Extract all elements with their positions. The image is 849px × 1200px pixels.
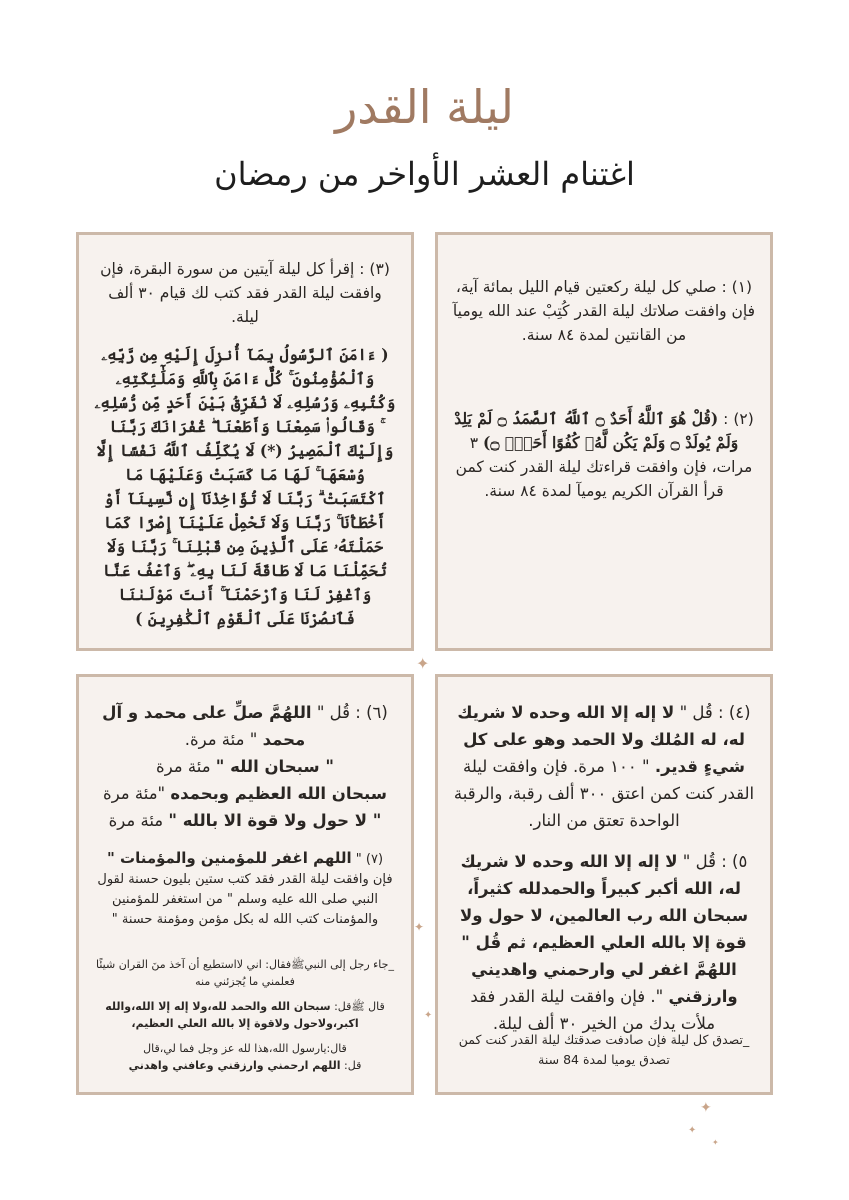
hadith-line-1: _جاء رجل إلى النبيﷺفقال: اني لااستطيع أن آخذ منَ القران شيئًا فعلمني ما يُجزئني منه [96,958,394,988]
card-item-6-7 [76,674,414,1095]
hadith-4-bold: اللهم ارحمني وارزقني وعافني واهدني [128,1059,341,1072]
item-4-bold: لا إله إلا الله وحده لا شريك له، له المُلك ولا الحمد وهو على كل شيءٍ قدير. [457,703,745,776]
charity-note: _تصدق كل ليلة فإن صادفت صدقتك ليلة القدر كنت كمن تصدق يوميا لمدة 84 سنة [458,1032,750,1067]
item-4-text [452,699,756,834]
card-item-1-2 [435,232,773,651]
sparkle-icon: ✦ [688,1125,697,1136]
item-5-text [452,848,756,1037]
item-7-prefix: (٧) " [355,852,384,867]
item-7-bold: اللهم اغفر للمؤمنين والمؤمنات " [106,849,352,867]
item-5-prefix: ٥) : قُل " [682,852,748,871]
item-6-bold-1: اللهُمَّ صلِّ على محمد و آل محمد [102,703,312,749]
item-5-desc: ". فإن وافقت ليلة القدر فقد ملأت يدك من الخير ٣٠ ألف ليلة. [470,987,716,1033]
item-4-prefix: (٤) : قُل " [679,703,751,722]
page-title: ليلة القدر [335,80,514,134]
sparkle-icon: ✦ [414,920,425,934]
item-6-bold-2: " سبحان الله " [215,757,334,776]
item-3-verse: ( ءَامَنَ ٱلرَّسُولُ بِمَآ أُنزِلَ إِلَيْهِ مِن رَّبِّهِۦ وَٱلْمُؤْمِنُونَ ۚ كُلٌّ ءَامَنَ بِٱللَّهِ وَمَلَٰٓئِكَتِهِۦ وَكُتُبِهِۦ وَرُسُلِهِۦ لَا نُفَرِّقُ بَيْنَ أَحَدٍ مِّن رُّسُلِهِۦ ۚ وَقَالُوا۟ سَمِعْنَا وَأَطَعْنَا ۖ غُفْرَانَكَ رَبَّنَا وَإِلَيْكَ ٱلْمَصِيرُ (*) لَا يُكَلِّفُ ٱللَّهُ نَفْسًا إِلَّا وُسْعَهَا ۚ لَهَا مَا كَسَبَتْ وَعَلَيْهَا مَا ٱكْتَسَبَتْ ۗ رَبَّنَا لَا تُؤَاخِذْنَآ إِن نَّسِينَآ أَوْ أَخْطَأْنَا ۚ رَبَّنَا وَلَا تَحْمِلْ عَلَيْنَآ إِصْرًا كَمَا حَمَلْتَهُۥ عَلَى ٱلَّذِينَ مِن قَبْلِنَا ۚ رَبَّنَا وَلَا تُحَمِّلْنَا مَا لَا طَاقَةَ لَنَا بِهِۦ ۖ وَٱعْفُ عَنَّا وَٱغْفِرْ لَنَا وَٱرْحَمْنَآ ۚ أَنتَ مَوْلَىٰنَا فَٱنصُرْنَا عَلَى ٱلْقَوْمِ ٱلْكَٰفِرِينَ ) [94,345,396,628]
item-2-prefix: (٢) : [723,410,754,428]
item-1-text: (١) : صلي كل ليلة ركعتين قيام الليل بمائة آية، فإن وافقت صلاتك ليلة القدر كُتِبْ عند الله يوميآ من القانتين لمدة ٨٤ سنة. [452,278,756,344]
item-2-desc: ٣ مرات، فإن وافقت قراءتك ليلة القدر كنت كمن قرأ القرآن الكريم يوميآ لمدة ٨٤ سنة. [455,434,753,500]
item-6-prefix: (٦) : قُل " [316,703,388,722]
item-2-text [452,407,756,503]
page-subtitle: اغتنام العشر الأواخر من رمضان [214,155,635,193]
hadith-2-bold: سبحان الله والحمد لله،ولا إله إلا الله،والله اكبر،ولاحول ولاقوة إلا بالله العلي العظيم، [105,1000,359,1030]
hadith-2-prefix: قال ﷺقل: [334,1000,385,1013]
card-item-4-5 [435,674,773,1095]
item-6-bold-3: سبحان الله العظيم وبحمده [170,784,387,803]
item-6-count-3: "مئة مرة [103,784,166,803]
sparkle-icon: ✦ [700,1100,712,1116]
hadith-line-4 [93,1057,397,1074]
hadith-4-prefix: قل: [344,1059,362,1072]
item-6-count-4: مئة مرة [108,811,164,830]
item-4-desc: " ١٠٠ مرة. فإن وافقت ليلة القدر كنت كمن اعتق ٣٠٠ ألف رقبة، والرقبة الواحدة تعتق من النار. [453,757,755,830]
hadith-line-2 [93,998,397,1032]
hadith-line-3: قال:يارسول الله،هذا لله عز وجل فما لي،قال [143,1042,347,1055]
sparkle-icon: ✦ [424,1010,433,1021]
sparkle-icon: ✦ [416,654,430,673]
card-item-3 [76,232,414,651]
item-6-bold-4: " لا حول ولا قوة الا بالله " [168,811,382,830]
item-3-text: (٣) : إقرأ كل ليلة آيتين من سورة البقرة، فإن وافقت ليلة القدر فقد كتب لك قيام ٣٠ ألف ليلة. [100,260,390,326]
item-7-desc: فإن وافقت ليلة القدر فقد كتب ستين بليون حسنة لقول النبي صلى الله عليه وسلم " من استغفر للمؤمنين والمؤمنات كتب الله له بكل مؤمن ومؤمنة حسنة " [97,872,393,927]
item-6-text [93,699,397,834]
sparkle-icon: ✦ [712,1138,719,1147]
item-7-text [93,848,397,930]
item-6-count-1: " مئة مرة. [184,730,258,749]
item-5-bold: لا إله إلا الله وحده لا شريك له، الله أكبر كبيراً والحمدلله كثيراً، سبحان الله رب العالمين، لا حول ولا قوة إلا بالله العلي العظيم، ثم قُل " اللهُمَّ اغفر لي وارحمني واهديني وارزقني [459,852,749,1006]
item-6-count-2: مئة مرة [156,757,211,776]
item-2-verse: (قُلْ هُوَ ٱللَّهُ أَحَدٌ ۝ ٱللَّهُ ٱلصَّمَدُ ۝ لَمْ يَلِدْ وَلَمْ يُولَدْ ۝ وَلَمْ يَكُن لَّهُۥ كُفُوًا أَحَدٌۢ ۝) [454,409,739,452]
